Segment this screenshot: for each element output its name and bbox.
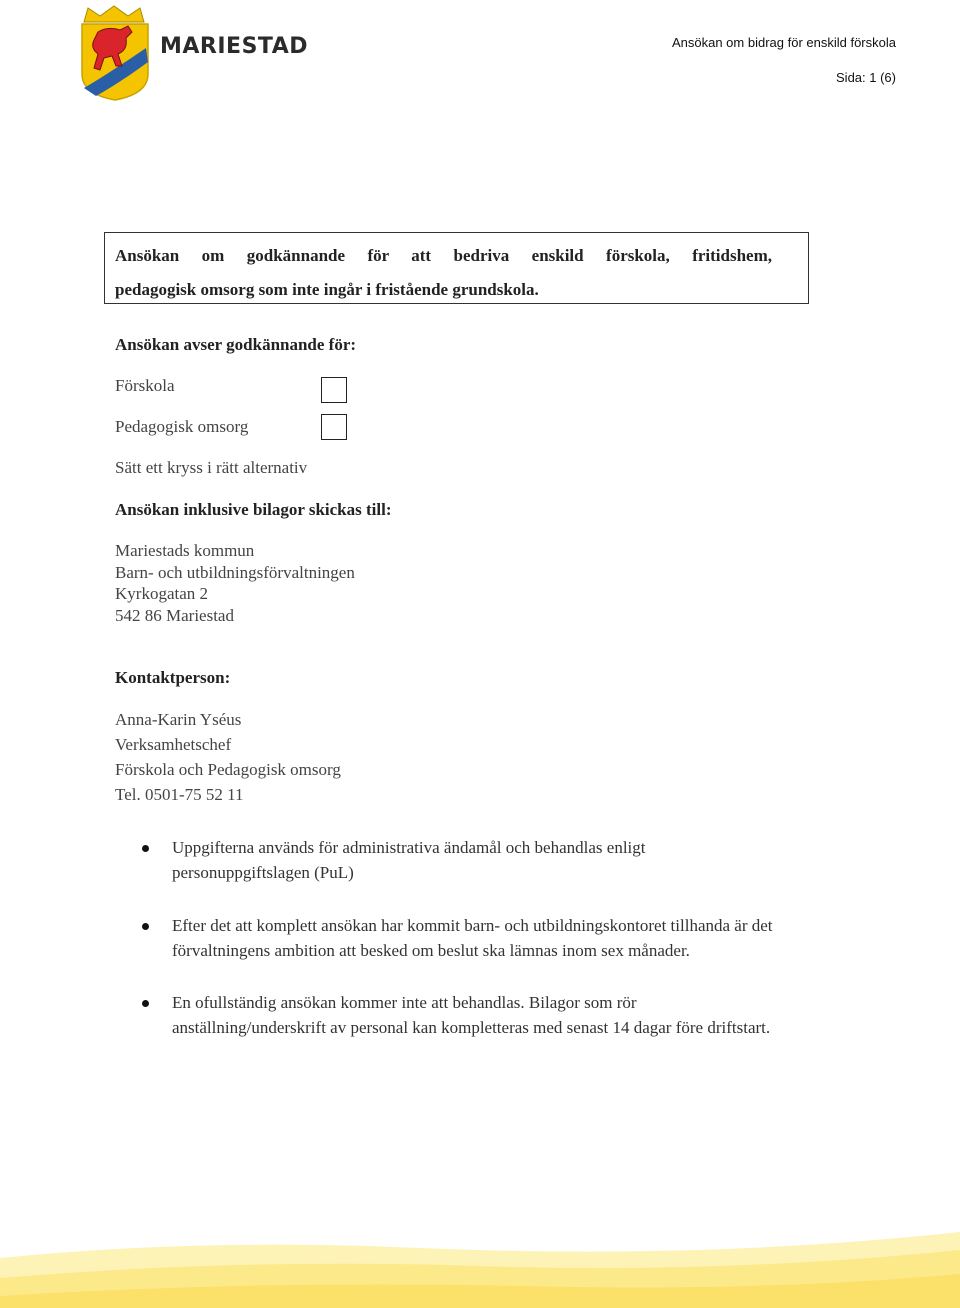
bullet-text: anställning/underskrift av personal kan kompletteras med senast 14 dagar före driftstart.: [172, 1018, 771, 1037]
option-label-forskola: Förskola: [115, 376, 175, 395]
footer-wave-decoration: [0, 1218, 960, 1308]
bullet-text: personuppgiftslagen (PuL): [172, 863, 354, 882]
bullet-icon: [142, 923, 149, 930]
address-line: Kyrkogatan 2: [115, 584, 209, 603]
forskola-checkbox[interactable]: [321, 377, 347, 403]
address-line: 542 86 Mariestad: [115, 606, 234, 625]
address-line: Barn- och utbildningsförvaltningen: [115, 563, 355, 582]
bullet-text: förvaltningens ambition att besked om beslut ska lämnas inom sex månader.: [172, 941, 690, 960]
address-line: Mariestads kommun: [115, 541, 255, 560]
bullet-text: Efter det att komplett ansökan har kommit barn- och utbildningskontoret tillhanda är det: [172, 916, 773, 935]
title-line-2: pedagogisk omsorg som inte ingår i fristående grundskola.: [115, 280, 539, 299]
title-line-1: Ansökan om godkännande för att bedriva enskild förskola, fritidshem,: [115, 246, 772, 265]
bullet-icon: [142, 1000, 149, 1007]
application-heading: Ansökan avser godkännande för:: [115, 335, 357, 354]
option-label-pedagogisk-omsorg: Pedagogisk omsorg: [115, 417, 249, 436]
instruction-text: Sätt ett kryss i rätt alternativ: [115, 458, 308, 477]
bullet-text: En ofullständig ansökan kommer inte att behandlas. Bilagor som rör: [172, 993, 637, 1012]
page-number: Sida: 1 (6): [836, 70, 896, 85]
send-to-heading: Ansökan inklusive bilagor skickas till:: [115, 500, 392, 519]
contact-line: Verksamhetschef: [115, 735, 232, 754]
contact-line: Förskola och Pedagogisk omsorg: [115, 760, 341, 779]
bullet-text: Uppgifterna används för administrativa ändamål och behandlas enligt: [172, 838, 646, 857]
pedagogisk-omsorg-checkbox[interactable]: [321, 414, 347, 440]
title-box: [104, 232, 809, 304]
contact-line: Anna-Karin Yséus: [115, 710, 242, 729]
header-document-title: Ansökan om bidrag för enskild förskola: [671, 35, 896, 50]
mariestad-logo: [78, 4, 309, 102]
logo-wordmark: MARIESTAD: [160, 34, 309, 59]
contact-phone: Tel. 0501-75 52 11: [115, 785, 244, 804]
contact-heading: Kontaktperson:: [115, 668, 231, 687]
bullet-icon: [142, 845, 149, 852]
